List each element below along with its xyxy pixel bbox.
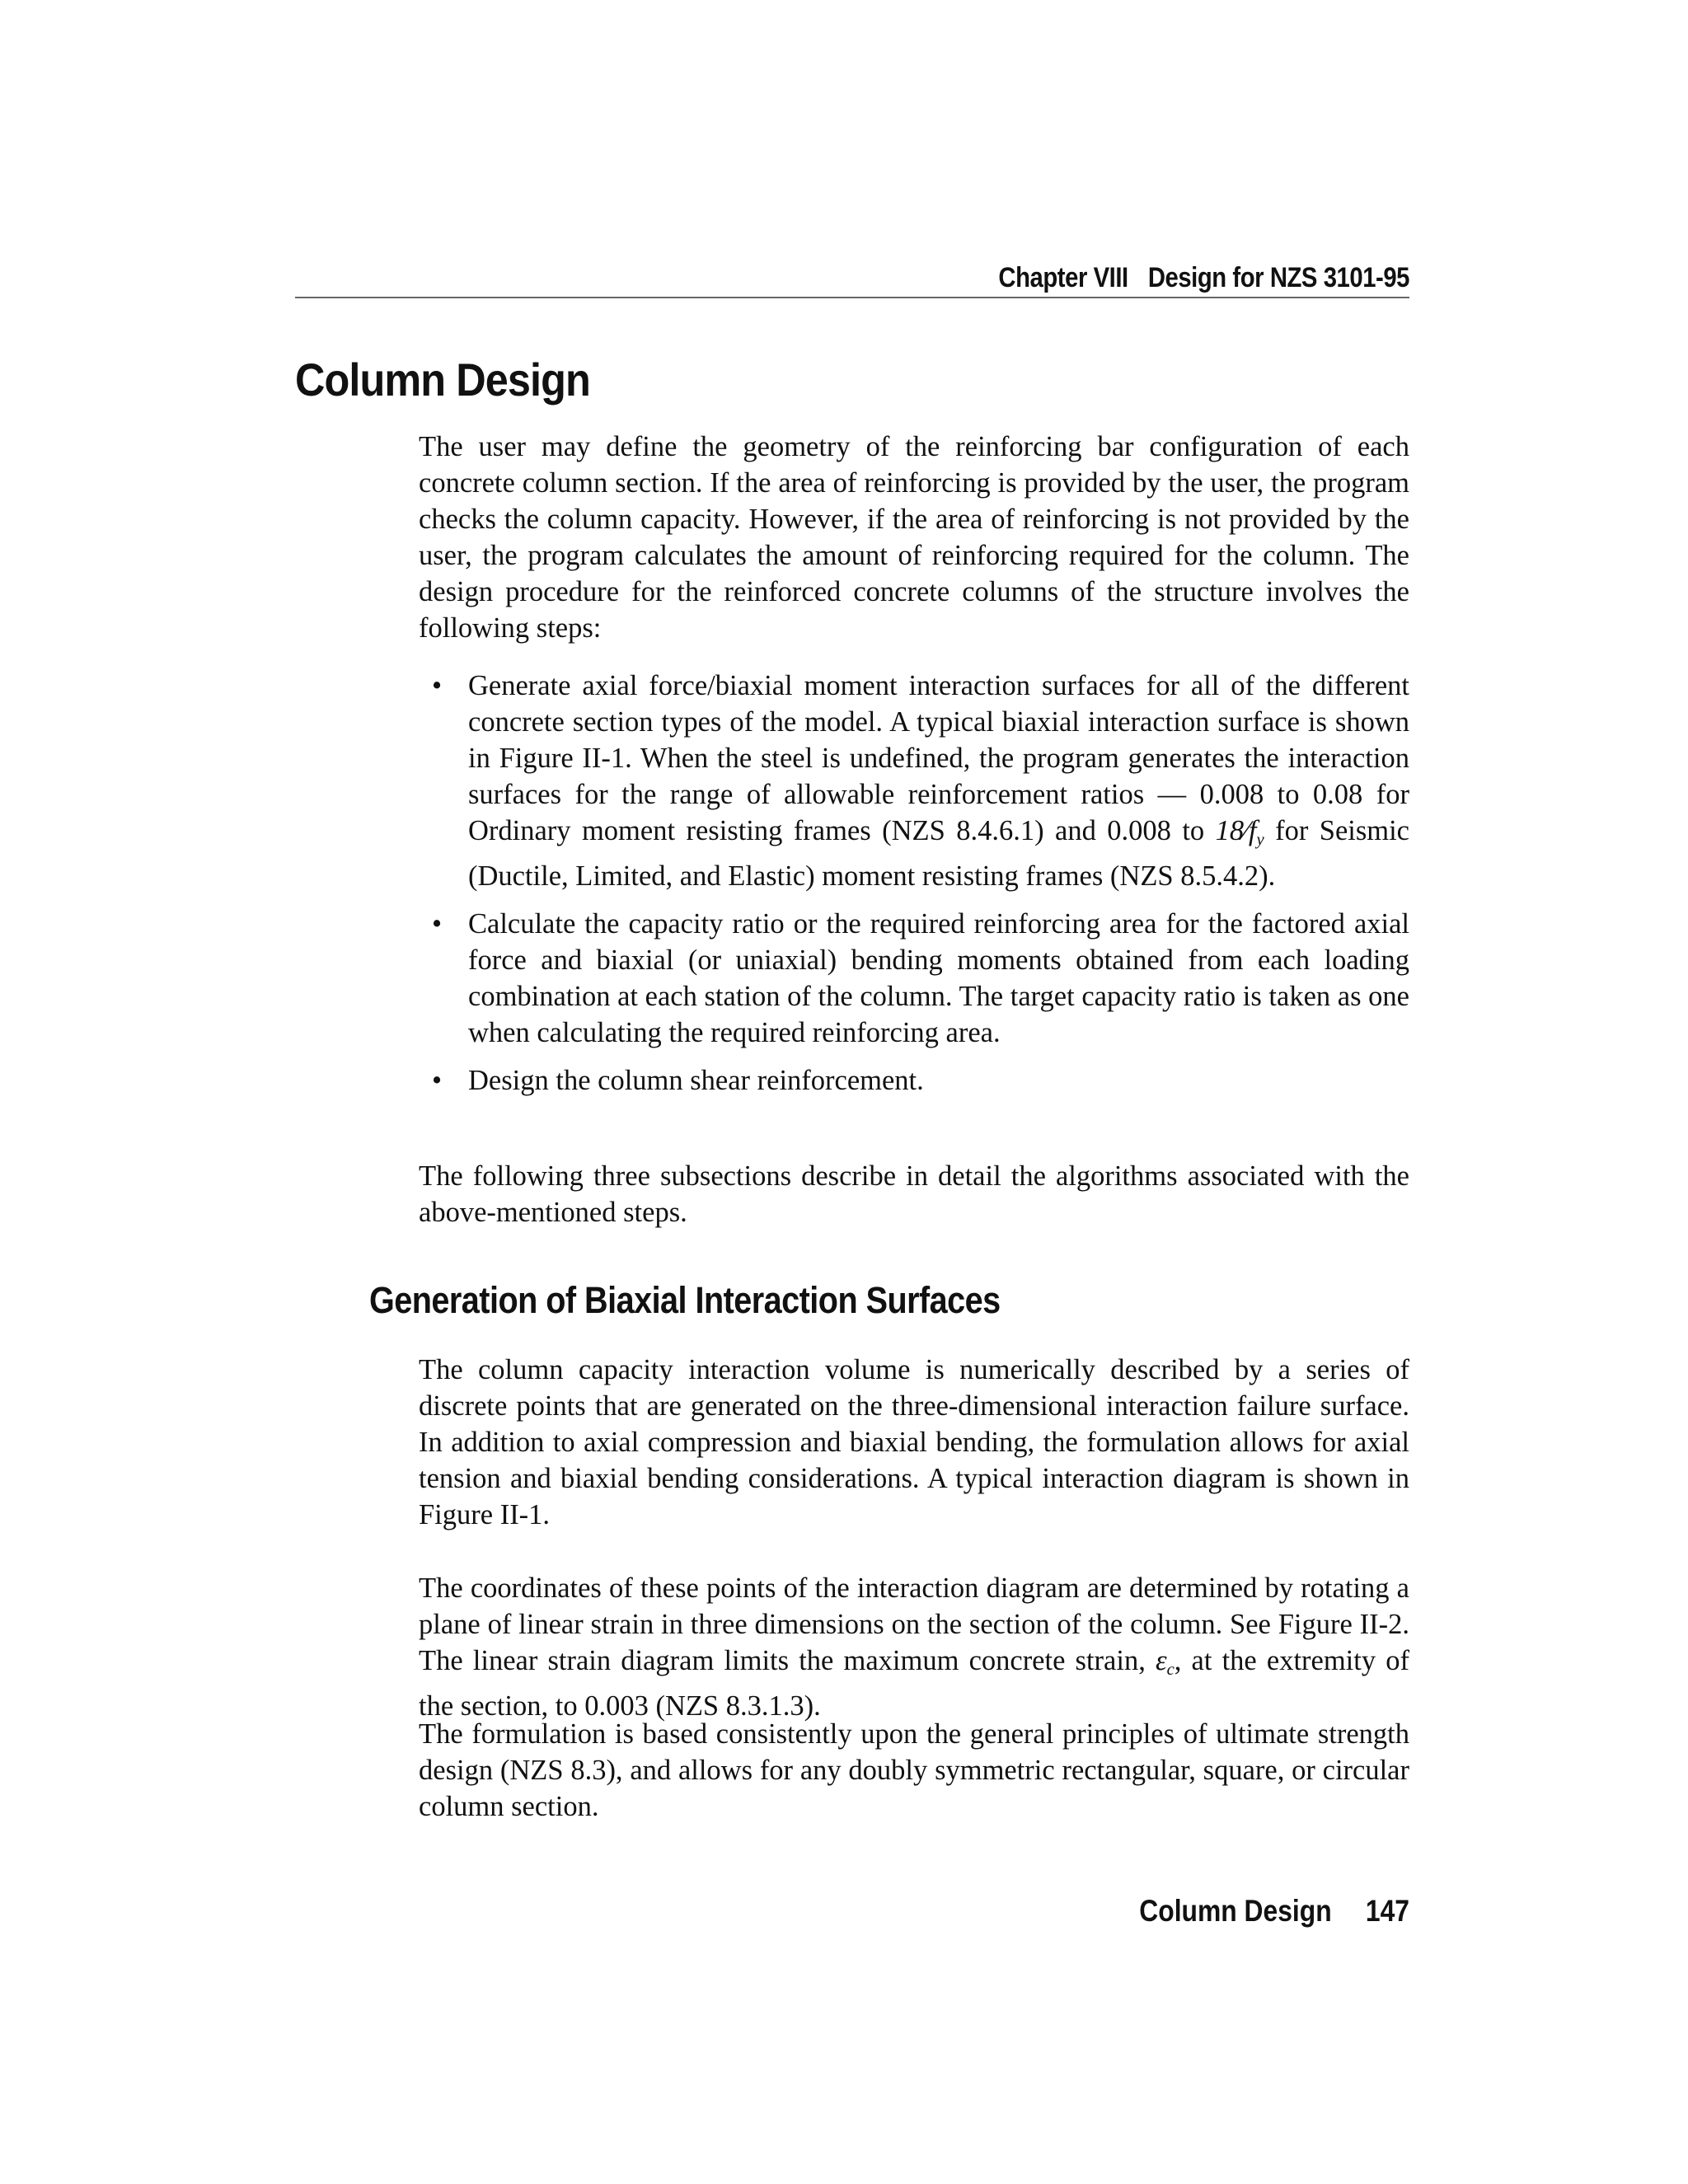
running-footer <box>452 1894 1409 1929</box>
closing-paragraph <box>419 1158 1409 1230</box>
steps-list <box>419 668 1409 1110</box>
bullet-mark: • <box>432 670 443 701</box>
bullet-text: Calculate the capacity ratio or the required reinforcing area for the factored axial force and biaxial (or uniaxial) bending moments obtained from each loading combination at each station of the column. The target capacity ratio is taken as one when calculating the required reinforcing area. <box>468 908 1409 1048</box>
subsection-paragraph-2 <box>419 1570 1409 1724</box>
bullet-text: Design the column shear reinforcement. <box>468 1065 924 1096</box>
bullet-mark: • <box>432 908 443 940</box>
intro-text: The user may define the geometry of the reinforcing bar configuration of each concrete column section. If the area of reinforcing is provided by the user, the program checks the column capacity. However, if the area of reinforcing is not provided by the user, the program calculates the amount of reinforcing required for the column. The design procedure for the reinforced concrete columns of the structure involves the following steps: <box>419 431 1409 644</box>
running-header <box>452 262 1409 294</box>
bullet-text: for Seismic (Ductile, Limited, and Elastic) moment resisting frames (NZS 8.5.4.2). <box>468 815 1409 892</box>
paragraph-text: The coordinates of these points of the interaction diagram are determined by rotating a plane of linear strain in three dimensions on the section of the column. See Figure II-2. The linear strain diagram limits the maximum concrete strain, $\varepsilon_c$, at the extremity of the section, to 0.003 (NZS 8.3.1.3). <box>419 1572 1409 1722</box>
bullet-mark: • <box>432 1065 443 1096</box>
strain-symbol: $\varepsilon_c$ <box>1155 1645 1175 1679</box>
intro-paragraph <box>419 429 1409 646</box>
section-title: Column Design <box>295 354 590 405</box>
bullet-text: Generate axial force/biaxial moment interaction surfaces for all of the different concrete section types of the model. A typical biaxial interaction surface is shown in Figure II-1. When the steel is undefined, the program generates the interaction surfaces for the range of allowable reinforcement ratios — 0.008 to 0.08 for Ordinary moment resisting frames (NZS 8.4.6.1) and 0.008 to <box>468 670 1409 846</box>
header-chapter: Chapter VIII <box>998 262 1128 293</box>
subsection-paragraph-1 <box>419 1352 1409 1533</box>
footer-section: Column Design <box>1139 1894 1332 1928</box>
list-item <box>419 1062 1409 1099</box>
page-number: 147 <box>1365 1894 1409 1928</box>
paragraph-text: The formulation is based consistently upon the general principles of ultimate strength design (NZS 8.3), and allows for any doubly symmetric rectangular, square, or circular column section. <box>419 1718 1409 1822</box>
subsection-title: Generation of Biaxial Interaction Surfaces <box>369 1279 1001 1321</box>
header-rule <box>295 297 1409 298</box>
math-expression: $18∕f_y$ <box>1215 815 1264 849</box>
list-item <box>419 906 1409 1051</box>
header-title: Design for NZS 3101-95 <box>1147 262 1409 293</box>
list-item <box>419 668 1409 894</box>
paragraph-text: The column capacity interaction volume is numerically described by a series of discrete points that are generated on the three-dimensional interaction failure surface. In addition to axial compression and biaxial bending, the formulation allows for axial tension and biaxial bending considerations. A typical interaction diagram is shown in Figure II-1. <box>419 1354 1409 1530</box>
closing-text: The following three subsections describe in detail the algorithms associated with the above-mentioned steps. <box>419 1160 1409 1228</box>
subsection-paragraph-3 <box>419 1716 1409 1825</box>
